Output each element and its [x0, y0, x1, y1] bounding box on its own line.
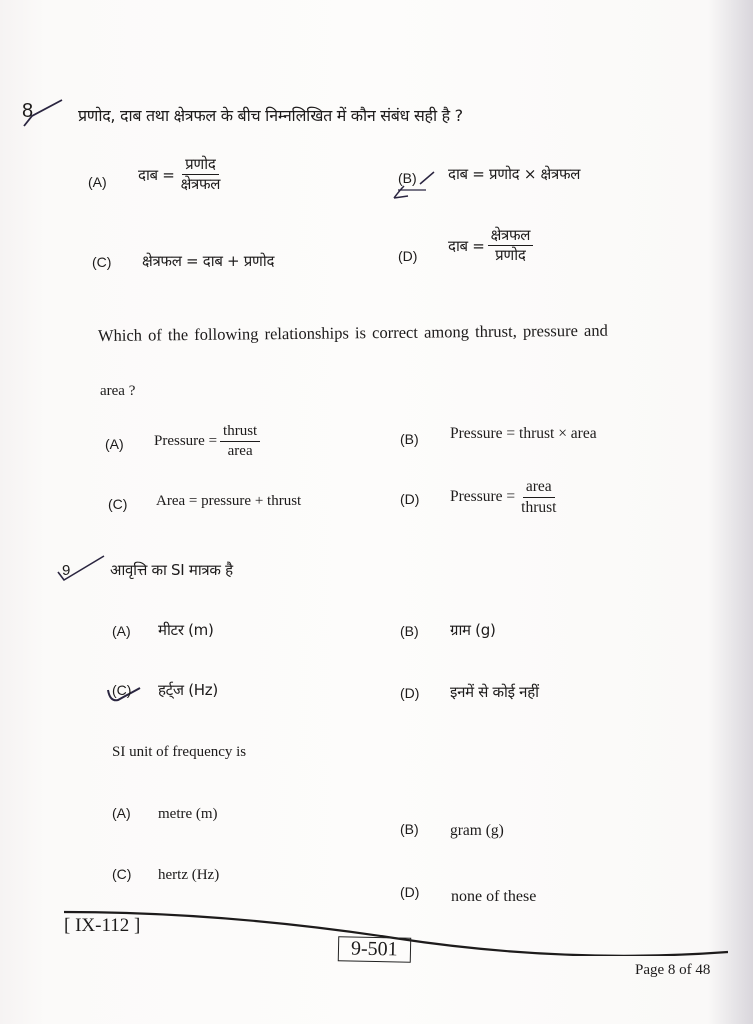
q8-en-option-c[interactable]: Area = pressure + thrust: [156, 493, 302, 509]
question-9-hindi-prompt: आवृत्ति का SI मात्रक है: [110, 561, 233, 579]
q8-hi-option-b[interactable]: दाब = प्रणोद × क्षेत्रफल: [448, 165, 581, 183]
question-9-english-prompt: SI unit of frequency is: [112, 744, 247, 760]
q9-en-option-a[interactable]: metre (m): [158, 806, 218, 822]
q8-en-option-d-fraction: [518, 478, 559, 517]
q9-hi-option-d[interactable]: इनमें से कोई नहीं: [450, 683, 539, 701]
q9-hi-option-a[interactable]: मीटर (m): [158, 621, 214, 639]
q9-hi-option-c-label: (C): [112, 682, 132, 698]
q9-en-option-b-label: (B): [400, 821, 419, 837]
q8-hi-option-b-label: (B): [398, 170, 417, 186]
q9-hi-option-d-label: (D): [400, 685, 420, 701]
q8-en-option-a[interactable]: [154, 423, 260, 461]
numerator: प्रणोद: [182, 156, 218, 175]
paper-code: 9-501: [338, 936, 411, 963]
q8-hi-option-d-label: (D): [398, 248, 418, 264]
q8-hi-option-a-label: (A): [88, 174, 107, 190]
q9-hi-option-b[interactable]: ग्राम (g): [450, 621, 496, 639]
q8-hi-option-a[interactable]: [138, 156, 223, 194]
q9-en-option-c-label: (C): [112, 866, 132, 882]
question-8-english-prompt-line2: area ?: [100, 383, 136, 399]
denominator: प्रणोद: [495, 246, 526, 265]
q8-en-option-b-label: (B): [400, 431, 419, 447]
q8-hi-option-c-label: (C): [92, 254, 112, 270]
q9-en-option-d[interactable]: none of these: [451, 888, 537, 905]
denominator: क्षेत्रफल: [180, 175, 221, 194]
q8-en-option-d-lhs: Pressure =: [450, 488, 516, 506]
question-8-number: 8: [22, 100, 34, 122]
q8-hi-option-a-lhs: दाब =: [138, 165, 175, 184]
numerator: क्षेत्रफल: [488, 227, 534, 246]
q8-hi-option-c[interactable]: क्षेत्रफल = दाब + प्रणोद: [142, 252, 275, 270]
tick-mark-icon: [18, 94, 66, 130]
q8-en-option-b[interactable]: Pressure = thrust × area: [450, 425, 597, 442]
q8-en-option-a-fraction: [220, 423, 260, 461]
q8-hi-option-a-fraction: [178, 156, 224, 194]
question-9-number: 9: [62, 562, 71, 579]
denominator: thrust: [521, 498, 557, 516]
q9-hi-option-b-label: (B): [400, 623, 419, 639]
q8-en-option-a-label: (A): [105, 436, 124, 452]
q9-en-option-b[interactable]: gram (g): [450, 822, 504, 839]
q9-hi-option-a-label: (A): [112, 623, 131, 639]
q9-hi-option-c[interactable]: हर्ट्ज (Hz): [158, 681, 218, 699]
page-number: Page 8 of 48: [635, 962, 711, 978]
q8-hi-option-d-fraction: [488, 227, 534, 265]
numerator: area: [523, 478, 555, 498]
q8-en-option-d[interactable]: [450, 478, 559, 517]
q8-en-option-c-label: (C): [108, 496, 128, 512]
q9-en-option-a-label: (A): [112, 805, 131, 821]
numerator: thrust: [220, 423, 260, 442]
q8-en-option-d-label: (D): [400, 491, 420, 507]
q9-en-option-c[interactable]: hertz (Hz): [158, 867, 220, 883]
q9-en-option-d-label: (D): [400, 884, 420, 900]
q8-hi-option-d[interactable]: [448, 227, 533, 265]
denominator: area: [227, 443, 253, 460]
question-8-hindi-prompt: प्रणोद, दाब तथा क्षेत्रफल के बीच निम्नलिखित में कौन संबंध सही है ?: [78, 106, 463, 125]
question-8-english-prompt-line1: Which of the following relationships is correct among thrust, pressure and: [97, 320, 608, 345]
class-code: [ IX-112 ]: [64, 915, 141, 936]
q8-en-option-a-lhs: Pressure =: [154, 433, 218, 450]
q8-hi-option-d-lhs: दाब =: [448, 236, 485, 255]
tick-mark-icon: [54, 554, 108, 584]
